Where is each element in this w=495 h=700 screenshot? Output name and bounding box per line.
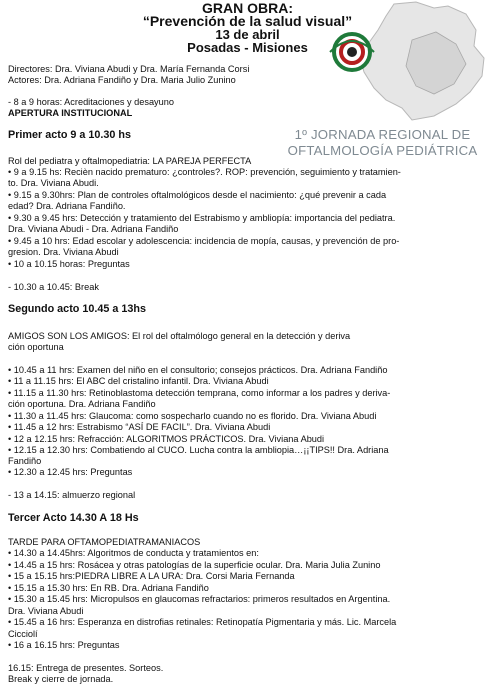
apertura-line: APERTURA INSTITUCIONAL	[8, 108, 133, 118]
acto3-title: Tercer Acto 14.30 A 18 Hs	[8, 512, 139, 524]
acto2-lunch: - 13 a 14.15: almuerzo regional	[8, 490, 136, 500]
acto1-line-3: edad? Dra. Adriana Fandiño.	[8, 201, 126, 211]
acto1-line-4: • 9.30 a 9.45 hrs: Detección y tratamiento del Estrabismo y ambliopía: importancia del pediatra.	[8, 213, 396, 223]
acto1-break: - 10.30 a 10.45: Break	[8, 282, 99, 292]
acto2-title: Segundo acto 10.45 a 13hs	[8, 303, 147, 315]
acto1-line-1: to. Dra. Viviana Abudi.	[8, 178, 99, 188]
jornada-title-line-2: OFTALMOLOGÍA PEDIÁTRICA	[287, 143, 478, 158]
acto3-line-7: Cicciolí	[8, 629, 38, 639]
acto2-line-9: • 12.30 a 12.45 hrs: Preguntas	[8, 467, 133, 477]
eye-target-logo	[330, 34, 374, 70]
acto3-line-0: • 14.30 a 14.45hrs: Algoritmos de conducta y tratamientos en:	[8, 548, 259, 558]
acto2-line-1: • 11 a 11.15 hrs: El ABC del cristalino infantil. Dra. Viviana Abudi	[8, 376, 269, 386]
acto2-line-3: ción oportuna. Dra. Adriana Fandiño	[8, 399, 156, 409]
acto1-line-5: Dra. Viviana Abudi - Dra. Adriana Fandiño	[8, 224, 179, 234]
acto3-line-2: • 15 a 15.15 hrs:PIEDRA LIBRE A LA URA: Dra. Corsi Maria Fernanda	[8, 571, 295, 581]
acto1-line-7: gresion. Dra. Viviana Abudi	[8, 247, 119, 257]
header-line-1: GRAN OBRA:	[202, 0, 293, 16]
acto1-line-0: • 9 a 9.15 hs: Recièn nacido prematuro: ¿controles?. ROP: prevención, seguimiento y tratamien-	[8, 167, 401, 177]
acto2-line-5: • 11.45 a 12 hrs: Estrabismo “ASÍ DE FACIL”. Dra. Viviana Abudi	[8, 422, 271, 432]
directores-line: Directores: Dra. Viviana Abudi y Dra. María Fernanda Corsi	[8, 64, 250, 74]
misiones-province-map	[316, 0, 488, 122]
acto1-theme: Rol del pediatra y oftalmopediatria: LA PAREJA PERFECTA	[8, 156, 252, 166]
event-logo	[316, 0, 488, 122]
acto2-line-7: • 12.15 a 12.30 hrs: Combatiendo al CUCO. Lucha contra la ambliopia…¡¡TIPS!! Dra. Adriana	[8, 445, 389, 455]
acto3-line-3: • 15.15 a 15.30 hrs: En RB. Dra. Adriana Fandiño	[8, 583, 209, 593]
closing-line-2: Break y cierre de jornada.	[8, 674, 114, 684]
acto2-theme-2: ción oportuna	[8, 342, 64, 352]
acto2-line-4: • 11.30 a 11.45 hrs: Glaucoma: como sospecharlo cuando no es florido. Dra. Viviana Abudi	[8, 411, 377, 421]
acto3-line-4: • 15.30 a 15.45 hrs: Micropulsos en glaucomas refractarios: primeros resultados en Argentina.	[8, 594, 391, 604]
actores-line: Actores: Dra. Adriana Fandiño y Dra. Maria Julio Zunino	[8, 75, 236, 85]
header-line-3: 13 de abril	[215, 27, 280, 42]
acto3-line-8: • 16 a 16.15 hrs: Preguntas	[8, 640, 120, 650]
acto2-line-2: • 11.15 a 11.30 hrs: Retinoblastoma detección temprana, como informar a los padres y deriva-	[8, 388, 391, 398]
acto1-title: Primer acto 9 a 10.30 hs	[8, 129, 132, 141]
acto2-theme-1: AMIGOS SON LOS AMIGOS: El rol del oftalmólogo general en la detección y deriva	[8, 331, 351, 341]
closing-line-1: 16.15: Entrega de presentes. Sorteos.	[8, 663, 164, 673]
acto2-line-8: Fandiño	[8, 456, 42, 466]
acreditaciones-line: - 8 a 9 horas: Acreditaciones y desayuno	[8, 97, 174, 107]
acto3-line-1: • 14.45 a 15 hrs: Rosácea y otras patologías de la superficie ocular. Dra. Maria Julia Zunino	[8, 560, 381, 570]
acto1-line-8: • 10 a 10.15 horas: Preguntas	[8, 259, 130, 269]
acto1-line-2: • 9.15 a 9.30hrs: Plan de controles oftalmológicos desde el nacimiento: ¿qué prevenir a cada	[8, 190, 387, 200]
acto2-line-6: • 12 a 12.15 hrs: Refracción: ALGORITMOS PRÁCTICOS. Dra. Viviana Abudi	[8, 434, 325, 444]
acto2-line-0: • 10.45 a 11 hrs: Examen del niño en el consultorio; consejos prácticos. Dra. Adriana Fandiño	[8, 365, 388, 375]
acto3-line-6: • 15.45 a 16 hrs: Esperanza en distrofias retinales: Retinopatía Pigmentaria y más. Lic. Marcela	[8, 617, 397, 627]
jornada-title-line-1: 1º JORNADA REGIONAL DE	[294, 127, 471, 142]
acto1-line-6: • 9.45 a 10 hrs: Edad escolar y adolescencia: incidencia de mopía, causas, y prevención de pro-	[8, 236, 400, 246]
acto3-line-5: Dra. Viviana Abudi	[8, 606, 84, 616]
header-line-2: “Prevención de la salud visual”	[142, 13, 353, 29]
acto3-theme: TARDE PARA OFTAMOPEDIATRAMANIACOS	[8, 537, 201, 547]
header-line-4: Posadas - Misiones	[187, 40, 308, 55]
